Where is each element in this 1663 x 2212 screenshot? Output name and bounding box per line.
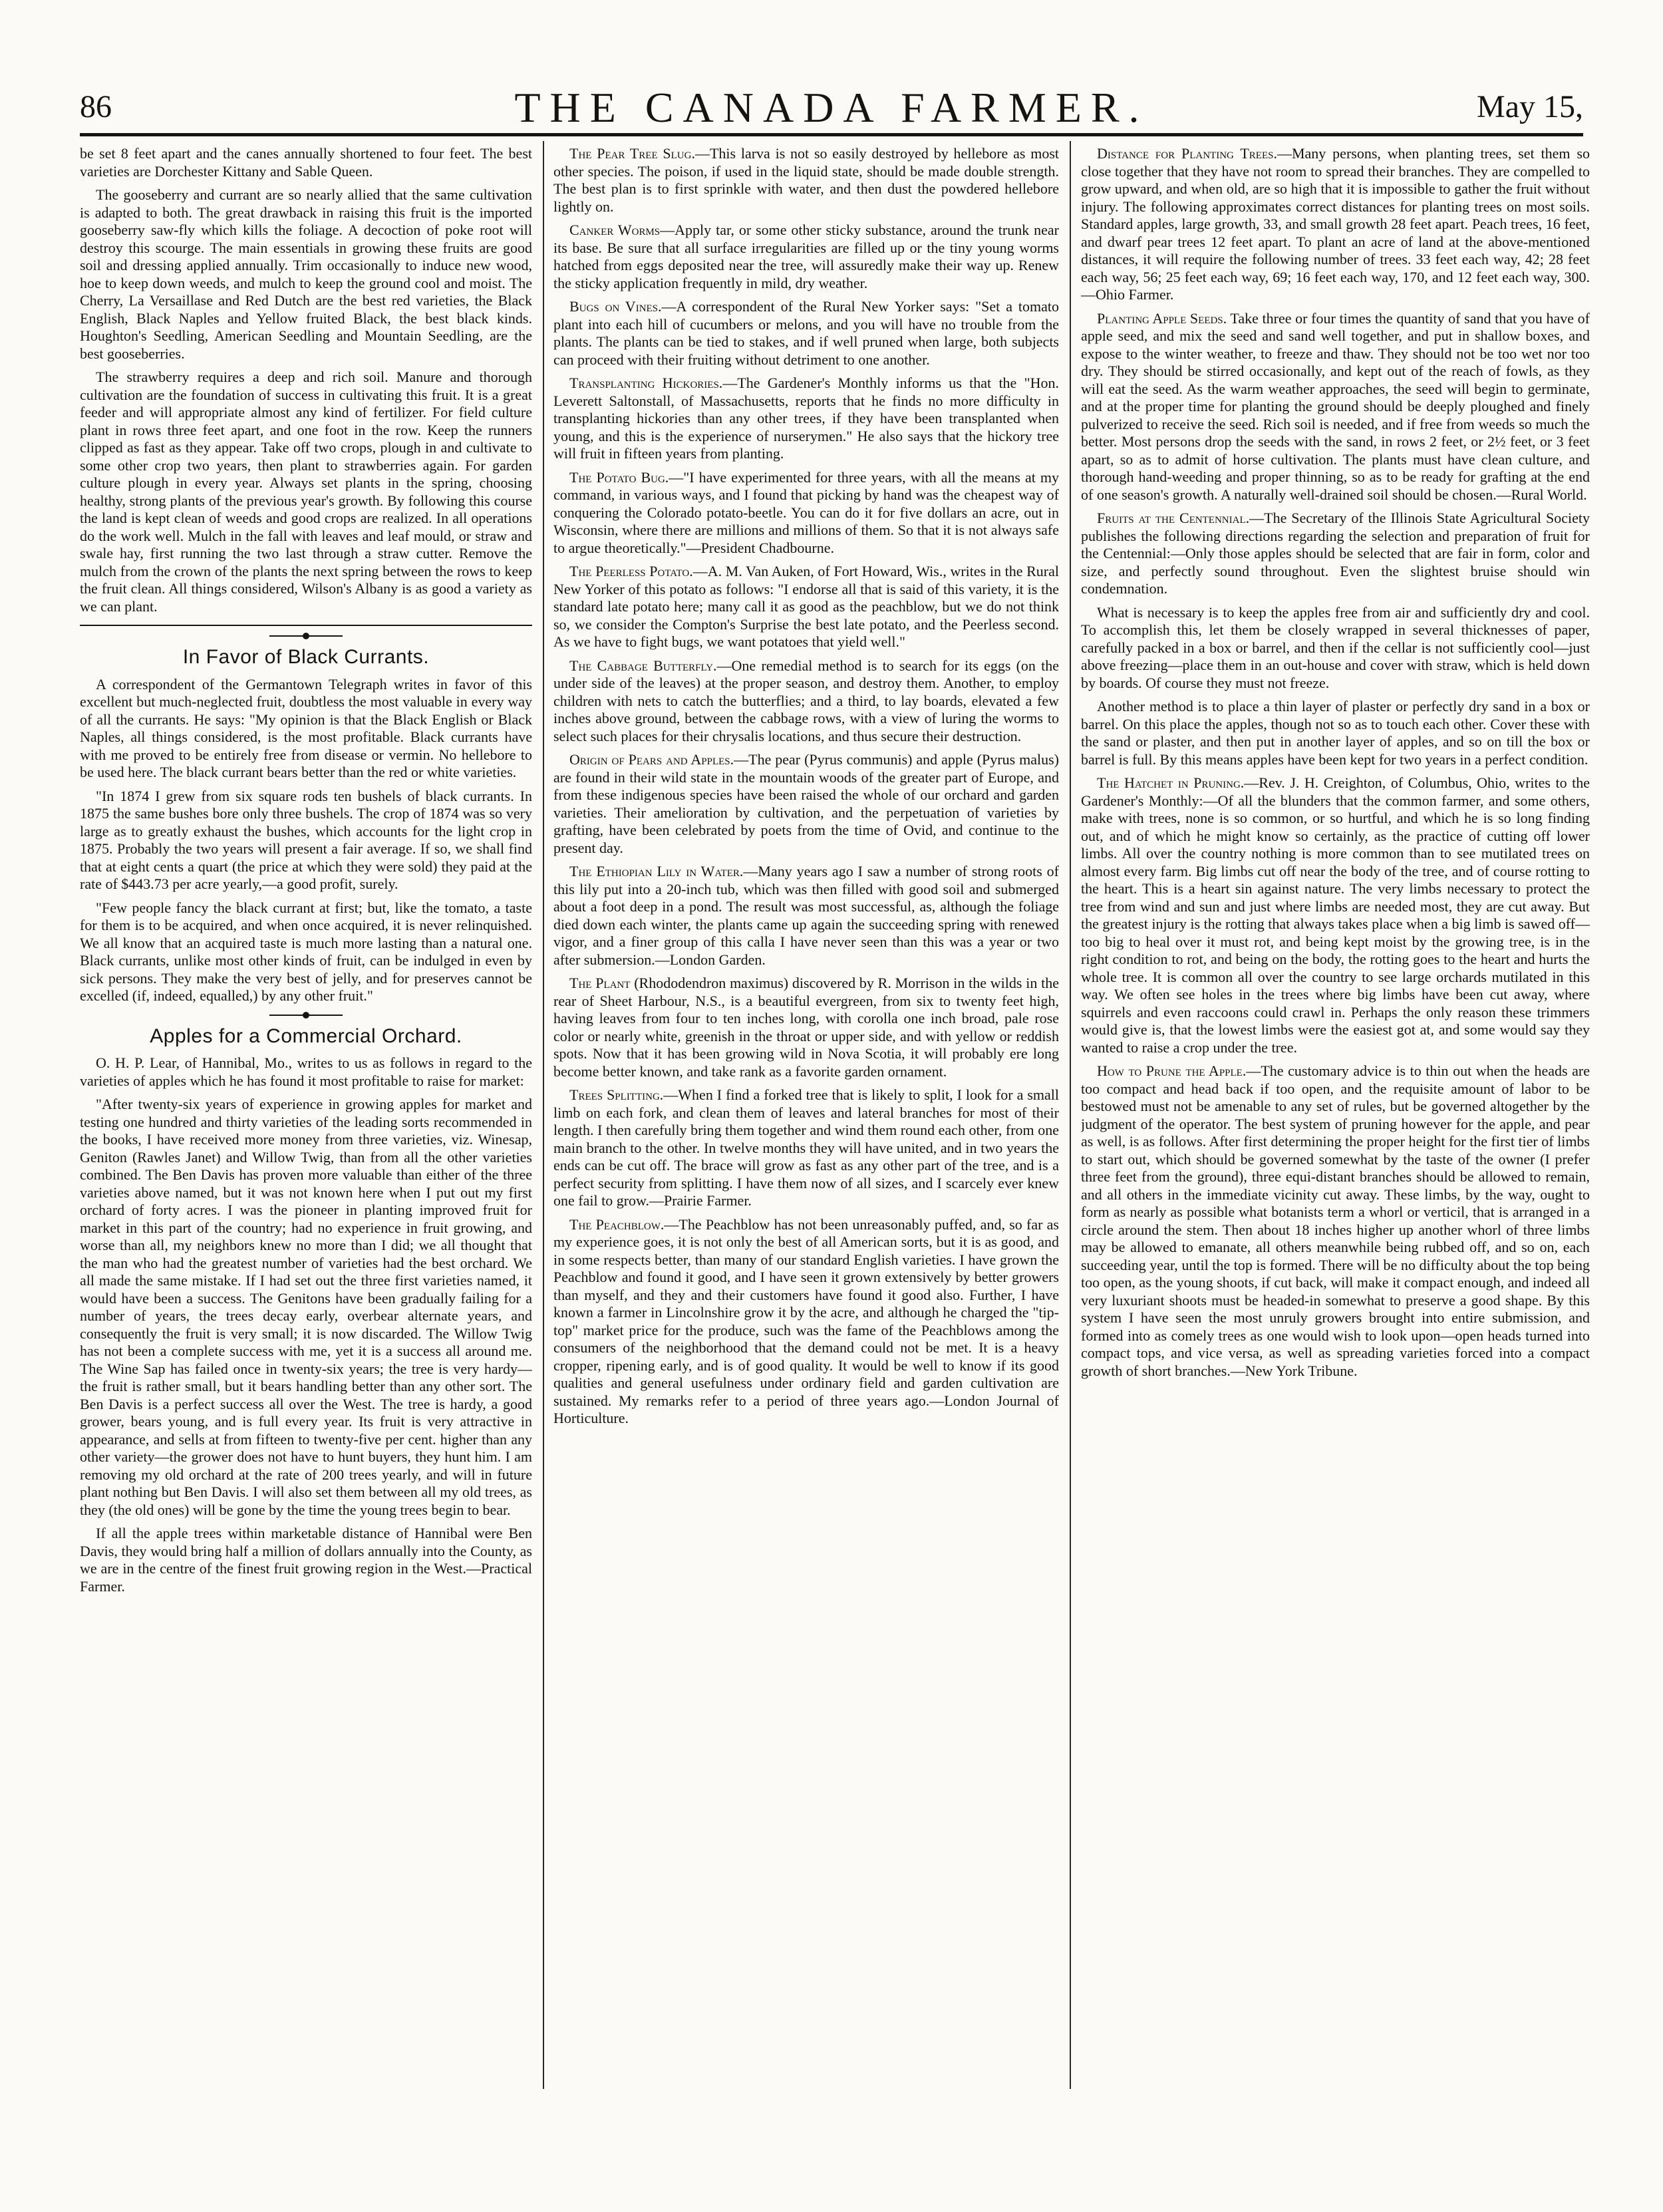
- item-heading: The Hatchet in Pruning.: [1097, 774, 1245, 791]
- item-heading: Planting Apple Seeds.: [1097, 309, 1227, 327]
- ornament-divider: [269, 1015, 343, 1016]
- item-heading: Transplanting Hickories.: [569, 375, 723, 391]
- news-item: Trees Splitting.—When I find a forked tree that is likely to split, I look for a small limb on each fork, and clean them of leaves and lateral branches for most of their length. I then carefully bring them together and wind them round each other, from one main branch to the other. In twelve months they will have united, and in two years the ends can be cut off. The brace will grow as fast as any other part of the tree, and is a perfect security from splitting. I have them now of all sizes, and I scarcely ever knew one fail to grow.—Prairie Farmer.: [553, 1086, 1059, 1209]
- issue-date: May 15,: [1477, 89, 1583, 124]
- news-item: Transplanting Hickories.—The Gardener's Monthly informs us that the "Hon. Leverett Saltonstall, of Massachusetts, reports that he finds no more difficulty in transplanting hickories than any other trees, if they have been transplanted when young, and this is the experience of nurserymen." He also says that the hickory tree will fruit in fifteen years from planting.: [553, 375, 1059, 462]
- item-heading: The Peerless Potato.: [569, 563, 693, 579]
- news-item: How to Prune the Apple.—The customary advice is to thin out when the heads are too compact and head back if too open, and the requisite amount of labor to be bestowed must not be amenable to any set of rules, but be governed altogether by the judgment of the operator. The best system of pruning however for the apple, and pear as well, is as follows. After first determining the proper height for the first tier of limbs to start out, which should be governed somewhat by the taste of the owner (I prefer three feet from the ground), three equi-distant branches should be allowed to remain, and all others in the immediate vicinity cut away. These limbs, by the way, ought to form as nearly as possible what botanists term a whorl or verticil, that is arranged in a circle around the stem. Then about 18 inches higher up another whorl of three limbs may be allowed to emanate, all others meanwhile being rubbed off, and so on, each succeeding year, until the top is formed. There will be no difficulty about the top being too open, as the young shoots, if cut back, will make it compact enough, and indeed all very luxuriant shoots must be headed-in somewhat to preserve a good shape. By this system I have seen the most unruly growers brought into entire submission, and formed into as comely trees as one would wish to look upon—open heads turned into compact tops, and vice versa, as well as spreading varieties forced into a compact growth of short branches.—New York Tribune.: [1081, 1062, 1590, 1379]
- article-text: "After twenty-six years of experience in growing apples for market and testing one hundred and thirty varieties of the leading sorts recommended in the books, I have received more money from three varieties, viz. Winesap, Geniton (Rawles Janet) and Willow Twig, than from all the other varieties combined. The Ben Davis has proven more valuable than either of the three varieties above named, but it was not known here when I put out my first orchard of forty acres. I was the pioneer in planting improved fruit for market in this part of the country; had no experience in fruit growing, and worse than all, my neighbors knew no more than I did; we all thought that the man who had the greatest number of varieties had the best orchard. We all made the same mistake. If I had set out the three first varieties named, it would have been a success. The Genitons have been gradually failing for a number of years, the trees decay early, overbear alternate years, and consequently the fruit is very small; it is now discarded. The Willow Twig has not been a complete success with me, yet it is a success all around me. The Wine Sap has failed once in twenty-six years; the tree is very hardy—the fruit is rather small, but it bears handling better than any other sort. The Ben Davis is a perfect success all over the West. The tree is hardy, a good grower, bears young, and is full every year. Its fruit is very attractive in appearance, and sells at from fifteen to twenty-five per cent. higher than any other variety—the grower does not have to hunt buyers, they hunt him. I am removing my old orchard at the rate of 200 trees yearly, and will in future plant nothing but Ben Davis. I will also set them between all my old trees, as they (the old ones) will be gone by the time the young trees begin to bear.: [80, 1096, 532, 1518]
- column-divider: [543, 141, 544, 2089]
- news-item: Canker Worms—Apply tar, or some other sticky substance, around the trunk near its base. Be sure that all surface irregularities are filled up or the tiny young worms hatched from eggs deposited near the tree, will assuredly make their way up. Renew the sticky application frequently in mild, dry weather.: [553, 222, 1059, 291]
- newspaper-title: THE CANADA FARMER.: [514, 84, 1149, 131]
- news-item: The Pear Tree Slug.—This larva is not so easily destroyed by hellebore as most other species. The poison, if used in the liquid state, should be made double strength. The best plan is to first sprinkle with water, and then dust the powdered hellebore lightly on.: [553, 145, 1059, 215]
- article-text: "Few people fancy the black currant at first; but, like the tomato, a taste for them is to be acquired, and when once acquired, it is never relinquished. We all know that an acquired taste is much more lasting than a natural one. Black currants, unlike most other kinds of fruit, can be indulged in even by sick persons. They make the very best of jelly, and for preserves cannot be excelled (if, indeed, equalled,) by any other fruit.": [80, 899, 532, 1004]
- news-item: The Ethiopian Lily in Water.—Many years ago I saw a number of strong roots of this lily put into a 20-inch tub, which was then filled with good soil and submerged about a foot deep in a pond. The result was most successful, as, although the foliage died down each winter, the plants came up again the succeeding spring with renewed vigor, and a finer group of this calla I have never seen than this was a year or two after submersion.—London Garden.: [553, 863, 1059, 968]
- item-heading: The Ethiopian Lily in Water.: [569, 863, 744, 879]
- ornament-divider: [269, 635, 343, 637]
- item-heading: The Peachblow.: [569, 1215, 665, 1233]
- article-text: If all the apple trees within marketable distance of Hannibal were Ben Davis, they would bring half a million of dollars annually into the County, as we are in the centre of the finest fruit growing region in the West.—Practical Farmer.: [80, 1525, 532, 1595]
- section-heading-black-currants: In Favor of Black Currants.: [182, 646, 430, 668]
- item-heading: Bugs on Vines.: [569, 298, 662, 315]
- news-item: The Potato Bug.—"I have experimented for three years, with all the means at my command, in various ways, and I found that picking by hand was the cheapest way of conquering the Colorado potato-beetle. You can do it for five dollars an acre, out in Wisconsin, where there are millions and millions of them. So that it is not always safe to argue theoretically."—President Chadbourne.: [553, 468, 1059, 556]
- article-text: The gooseberry and currant are so nearly allied that the same cultivation is adapted to both. The great drawback in raising this fruit is the imported gooseberry saw-fly which kills the foliage. A decoction of poke root will destroy this scourge. The main essentials in growing these fruits are good soil and dressing applied annually. Trim occasionally to induce new wood, hoe to keep down weeds, and mulch to keep the ground cool and moist. The Cherry, La Versaillase and Red Dutch are the best red varieties, the Black English, Black Naples and Yellow fruited Black, the best black kinds. Houghton's Seedling, American Seedling and Mountain Seedling, are the best gooseberries.: [80, 186, 532, 362]
- news-item: Planting Apple Seeds. Take three or four times the quantity of sand that you have of apple seed, and mix the seed and sand well together, and put in shallow boxes, and expose to the winter weather, to freeze and thaw. They should not be too wet nor too dry. They should be stirred occasionally, and kept out of the reach of fowls, as they will eat the seed. As the warm weather approaches, the seed will begin to germinate, and at the proper time for planting the ground should be deeply ploughed and finely pulverized to receive the seed. Rich soil is needed, and if free from weeds so much the better. Most persons drop the seeds with the sand, in rows 2 feet, or 2½ feet, or 3 feet apart, so as to admit of horse cultivation. The plants must have clean culture, and thorough hand-weeding and proper thinning, so as to be ready for grafting at the end of one season's growth. A naturally well-drained soil should be chosen.—Rural World.: [1081, 309, 1590, 503]
- column-3: [1081, 145, 1590, 2086]
- news-item: Fruits at the Centennial.—The Secretary of the Illinois State Agricultural Society publishes the following directions regarding the selection and preparation of fruit for the Centennial:—Only those apples should be selected that are fair in form, color and size, and perfectly sound throughout. Even the slightest bruise should win condemnation.: [1081, 510, 1590, 597]
- article-text: What is necessary is to keep the apples free from air and sufficiently dry and cool. To accomplish this, let them be closely wrapped in several thicknesses of paper, carefully packed in a box or barrel, and then if the cellar is not sufficiently cool—just above freezing—place them in an out-house and cover with straw, which is held down by boards. Of course they must not freeze.: [1081, 603, 1590, 691]
- item-heading: The Cabbage Butterfly.: [569, 657, 717, 674]
- news-item: The Hatchet in Pruning.—Rev. J. H. Creighton, of Columbus, Ohio, writes to the Gardener's Monthly:—Of all the blunders that the common farmer, and some others, make with trees, none is so common, or so hurtful, and which he is so long finding out, and of which he might know so certainly, as the practice of cutting off lower limbs. All over the country nothing is more common than to see mutilated trees on almost every farm. Big limbs cut off near the body of the tree, and of course rotting to the heart. This is a heart sin against nature. The very limbs necessary to protect the tree from wind and sun and just where limbs are needed most, they are cut away. But the greatest injury is the rotting that always takes place when a big limb is sawed off—too big to heal over it must rot, and being kept moist by the growing tree, is in the right condition to rot, and being on the body, the rotting goes to the heart and hurts the whole tree. It is common all over the country to see large orchards mutilated in this way. We often see holes in the trees where big limbs have been cut away, where squirrels and even raccoons could crawl in. Perhaps the only reason these trimmers would give is, that the lowest limbs were the easiest got at, and some would say they wanted to raise a crop under the tree.: [1081, 774, 1590, 1056]
- item-heading: Distance for Planting Trees.: [1097, 145, 1277, 162]
- article-text: be set 8 feet apart and the canes annually shortened to four feet. The best varieties are Dorchester Kittany and Sable Queen.: [80, 145, 532, 180]
- article-text: O. H. P. Lear, of Hannibal, Mo., writes to us as follows in regard to the varieties of apples which he has found it most profitable to raise for market:: [80, 1054, 532, 1089]
- article-text: A correspondent of the Germantown Telegraph writes in favor of this excellent but much-neglected fruit, doubtless the most valuable in every way of all the currants. He says: "My opinion is that the Black English or Black Naples, all things considered, is the most profitable. Black currants have with me proved to be entirely free from disease or vermin. No hellebore to be used here. The black currant bears better than the red or white varieties.: [80, 675, 532, 780]
- item-heading: How to Prune the Apple.: [1097, 1062, 1247, 1079]
- news-item: Origin of Pears and Apples.—The pear (Pyrus communis) and apple (Pyrus malus) are found in their wild state in the mountain woods of the greater part of Europe, and from these indigenous species have been raised the whole of our orchard and garden varieties. Their amelioration by cultivation, and the perpetuation of varieties by grafting, have been celebrated by poets from the time of Ovid, and continue to the present day.: [553, 751, 1059, 856]
- masthead: [80, 83, 1583, 136]
- article-text: "In 1874 I grew from six square rods ten bushels of black currants. In 1875 the same bushes bore only three bushels. The crop of 1874 was so very large as to greatly exhaust the bushes, which accounts for the light crop in 1875. Probably the two years will present a fair average. If so, we shall find that at eight cents a quart (the price at which they were sold) they paid at the rate of $443.73 per acre yearly,—a good profit, surely.: [80, 787, 532, 892]
- item-heading: Canker Worms: [569, 222, 661, 238]
- item-heading: Origin of Pears and Apples.: [569, 751, 734, 768]
- item-heading: Trees Splitting.: [569, 1086, 664, 1103]
- article-text: Another method is to place a thin layer of plaster or perfectly dry sand in a box or barrel. On this place the apples, though not so as to touch each other. Cover these with the sand or plaster, and then put in another layer of apples, and so on till the box or barrel is full. By this means apples have been kept for two years in a perfect condition.: [1081, 698, 1590, 768]
- column-1: [80, 145, 532, 2086]
- item-heading: Fruits at the Centennial.: [1097, 510, 1250, 526]
- news-item: The Plant (Rhododendron maximus) discovered by R. Morrison in the wilds in the rear of Sheet Harbour, N.S., is a beautiful evergreen, from six to twenty feet high, having leaves from four to ten inches long, with corolla one inch broad, pale rose color or nearly white, greenish in the throat or upper side, and with yellow or reddish spots. Now that it has been growing wild in Nova Scotia, it will probably ere long become better known, and take rank as a favorite garden ornament.: [553, 975, 1059, 1080]
- page-number: 86: [80, 89, 112, 124]
- column-divider: [1070, 141, 1071, 2089]
- news-item: Distance for Planting Trees.—Many persons, when planting trees, set them so close together that they have not room to spread their branches. They are compelled to grow upward, and when old, are so high that it is impossible to gather the fruit without injury. The following approximates correct distances for planting trees on most soils. Standard apples, large growth, 33, and small growth 28 feet apart. Peach trees, 16 feet, and dwarf pear trees 12 feet apart. To plant an acre of land at the above-mentioned distances, it will require the following number of trees. 33 feet each way, 42; 28 feet each way, 56; 25 feet each way, 69; 16 feet each way, 170, and 12 feet each way, 300.—Ohio Farmer.: [1081, 145, 1590, 303]
- news-item: The Peachblow.—The Peachblow has not been unreasonably puffed, and, so far as my experience goes, it is not only the best of all American sorts, but it is as good, and in some respects better, than many of our standard English varieties. I have grown the Peachblow and found it good, and I have seen it grown extensively by better growers than myself, and they and their customers have found it good also. Further, I have known a farmer in Lincolnshire grow it by the acre, and although he charged the "tip-top" market price for the produce, such was the fame of the Peachblows among the consumers of the neighborhood that the demand could not be met. It is a heavy cropper, ripening early, and is of good quality. It would be well to know if its good qualities and general usefulness under ordinary field and garden cultivation are sustained. My remarks refer to a period of three years ago.—London Journal of Horticulture.: [553, 1215, 1059, 1426]
- masthead-rule: [80, 133, 1583, 136]
- item-heading: The Plant: [569, 975, 631, 991]
- section-rule: [80, 625, 532, 626]
- article-text: The strawberry requires a deep and rich soil. Manure and thorough cultivation are the foundation of success in cultivating this fruit. It is a great feeder and will appropriate almost any kind of fertilizer. For field culture plant in rows three feet apart, and one foot in the row. Keep the runners clipped as fast as they appear. Take off two crops, plough in and cultivate to some other crop two years, then plant to strawberries again. For garden culture plough in every year. Always set plants in the spring, choosing healthy, strong plants of the previous year's growth. By following this course the land is kept clean of weeds and good crops are realized. In all operations do the work well. Mulch in the fall with leaves and leaf mould, or straw and swale hay, first running the two last through a straw cutter. Remove the mulch from the crown of the plants the next spring between the rows to keep the fruit clean. All things considered, Wilson's Albany is as good a variety as we can plant.: [80, 369, 532, 615]
- item-heading: The Pear Tree Slug.: [569, 145, 695, 162]
- news-item: Bugs on Vines.—A correspondent of the Rural New Yorker says: "Set a tomato plant into each hill of cucumbers or melons, and you will have no trouble from the plants. The plants can be tied to stakes, and if well pruned when large, both subjects can proceed with their fruiting without detriment to one another.: [553, 298, 1059, 368]
- news-item: The Peerless Potato.—A. M. Van Auken, of Fort Howard, Wis., writes in the Rural New Yorker of this potato as follows: "I endorse all that is said of this variety, it is the standard late potato here; many call it as good as the peachblow, but we do not think so, we consider the Compton's Surprise the best late potato, and the Peerless second. As we have to fight bugs, we want potatoes that yield well.": [553, 563, 1059, 650]
- column-2: [553, 145, 1059, 2086]
- item-heading: The Potato Bug.: [569, 468, 669, 486]
- section-heading-commercial-orchard: Apples for a Commercial Orchard.: [150, 1025, 462, 1047]
- news-item: The Cabbage Butterfly.—One remedial method is to search for its eggs (on the under side of the leaves) at the proper season, and destroy them. Another, to employ children with nets to catch the butterflies; and a third, to lay boards, elevated a few inches above ground, between the cabbage rows, with a view of luring the worms to select such places for their chrysalis locations, and thus secure their destruction.: [553, 657, 1059, 744]
